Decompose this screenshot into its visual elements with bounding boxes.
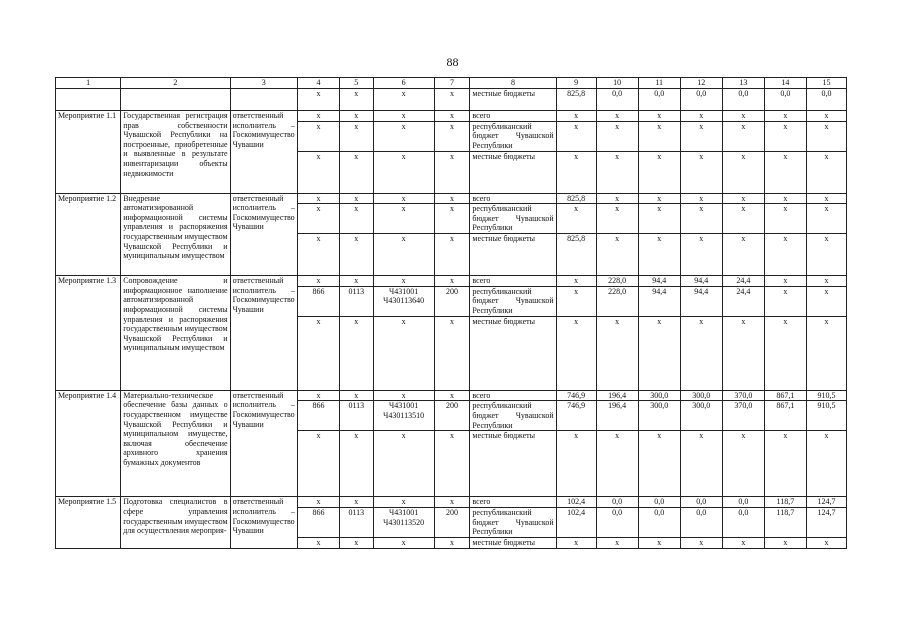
cell: x — [556, 431, 596, 497]
cell: x — [339, 193, 373, 204]
cell: 746,9 — [556, 390, 596, 401]
table-row — [56, 89, 847, 111]
cell: 118,7 — [764, 507, 806, 537]
cell: 0,0 — [638, 497, 680, 508]
cell: x — [722, 151, 764, 193]
cell: x — [339, 316, 373, 390]
measure-name: Мероприятие 1.4 — [56, 390, 121, 497]
cell: местные бюджеты — [470, 234, 556, 276]
cell: местные бюджеты — [470, 431, 556, 497]
cell: 0113 — [339, 401, 373, 431]
cell: 0,0 — [596, 507, 638, 537]
col-header: 9 — [556, 78, 596, 89]
cell: 370,0 — [722, 401, 764, 431]
cell: всего — [470, 497, 556, 508]
cell: x — [764, 431, 806, 497]
cell: 0,0 — [638, 89, 680, 111]
cell: местные бюджеты — [470, 89, 556, 111]
cell: x — [806, 111, 846, 122]
cell: республиканский бюджет Чувашской Республики — [470, 401, 556, 431]
cell: 867,1 — [764, 401, 806, 431]
cell: всего — [470, 276, 556, 287]
cell: x — [339, 431, 373, 497]
cell: x — [373, 497, 434, 508]
cell: x — [596, 193, 638, 204]
cell: всего — [470, 193, 556, 204]
cell: x — [434, 204, 470, 234]
cell: x — [297, 204, 339, 234]
cell: 24,4 — [722, 276, 764, 287]
cell: x — [596, 111, 638, 122]
cell: 124,7 — [806, 497, 846, 508]
cell: x — [680, 316, 722, 390]
measure-name: Мероприятие 1.1 — [56, 111, 121, 194]
cell: x — [373, 537, 434, 548]
cell: x — [556, 537, 596, 548]
cell: x — [339, 537, 373, 548]
cell: x — [339, 111, 373, 122]
col-header: 14 — [764, 78, 806, 89]
cell: x — [722, 111, 764, 122]
cell: x — [556, 151, 596, 193]
cell: 94,4 — [680, 286, 722, 316]
cell: x — [373, 204, 434, 234]
cell: x — [434, 276, 470, 287]
cell: x — [556, 276, 596, 287]
cell: x — [596, 316, 638, 390]
cell: x — [806, 537, 846, 548]
cell: x — [638, 121, 680, 151]
cell: x — [297, 121, 339, 151]
measure-description: Государственная регистрация прав собственности Чувашской Республики на построенные, приобретенные и выявленные в результате инвентаризации объекты недвижимости — [121, 111, 230, 194]
cell: республиканский бюджет Чувашской Республики — [470, 121, 556, 151]
cell: x — [638, 316, 680, 390]
cell: 94,4 — [680, 276, 722, 287]
cell: x — [297, 89, 339, 111]
cell: x — [764, 286, 806, 316]
cell: 200 — [434, 286, 470, 316]
cell: 866 — [297, 507, 339, 537]
cell: 825,8 — [556, 234, 596, 276]
responsible-executor: ответственный исполнитель – Госкомимущество Чувашии — [230, 497, 297, 548]
col-header: 13 — [722, 78, 764, 89]
cell: x — [722, 316, 764, 390]
cell: x — [764, 151, 806, 193]
cell: x — [806, 431, 846, 497]
cell: x — [373, 121, 434, 151]
cell: 0,0 — [596, 497, 638, 508]
col-header: 5 — [339, 78, 373, 89]
cell: x — [373, 193, 434, 204]
cell: x — [434, 151, 470, 193]
col-header: 8 — [470, 78, 556, 89]
cell: 866 — [297, 286, 339, 316]
cell: x — [339, 151, 373, 193]
cell: x — [638, 234, 680, 276]
cell: x — [434, 316, 470, 390]
cell: x — [638, 431, 680, 497]
responsible-executor: ответственный исполнитель – Госкомимущество Чувашии — [230, 193, 297, 276]
cell: x — [722, 537, 764, 548]
cell: 102,4 — [556, 497, 596, 508]
cell: 196,4 — [596, 401, 638, 431]
cell: x — [434, 537, 470, 548]
cell: x — [806, 316, 846, 390]
cell: x — [806, 204, 846, 234]
measure-description: Подготовка специалистов в сфере управления государственным имуществом для осуществления мероприя- — [121, 497, 230, 548]
cell: x — [434, 390, 470, 401]
cell: x — [638, 111, 680, 122]
responsible-executor: ответственный исполнитель – Госкомимущество Чувашии — [230, 276, 297, 391]
cell: 102,4 — [556, 507, 596, 537]
cell: x — [373, 234, 434, 276]
cell: x — [339, 234, 373, 276]
cell: x — [596, 121, 638, 151]
cell: 200 — [434, 507, 470, 537]
cell: республиканский бюджет Чувашской Республики — [470, 204, 556, 234]
page-number: 88 — [446, 55, 459, 69]
cell: x — [764, 316, 806, 390]
cell — [230, 89, 297, 111]
responsible-executor: ответственный исполнитель – Госкомимущество Чувашии — [230, 111, 297, 194]
cell: x — [806, 121, 846, 151]
cell: 196,4 — [596, 390, 638, 401]
responsible-executor: ответственный исполнитель – Госкомимущество Чувашии — [230, 390, 297, 497]
cell: x — [339, 121, 373, 151]
cell: x — [339, 390, 373, 401]
cell: x — [764, 234, 806, 276]
cell: x — [434, 431, 470, 497]
table-row — [56, 390, 847, 401]
cell: 300,0 — [638, 390, 680, 401]
cell: x — [764, 276, 806, 287]
cell: 867,1 — [764, 390, 806, 401]
measure-name: Мероприятие 1.3 — [56, 276, 121, 391]
program-financing-table — [55, 77, 847, 549]
cell: 118,7 — [764, 497, 806, 508]
cell: x — [297, 276, 339, 287]
cell: x — [297, 390, 339, 401]
cell: 124,7 — [806, 507, 846, 537]
cell: x — [596, 204, 638, 234]
cell: местные бюджеты — [470, 537, 556, 548]
cell: x — [297, 151, 339, 193]
cell: x — [764, 537, 806, 548]
cell: x — [434, 497, 470, 508]
cell: x — [638, 204, 680, 234]
cell: 228,0 — [596, 276, 638, 287]
cell: 24,4 — [722, 286, 764, 316]
cell: x — [373, 111, 434, 122]
cell: x — [638, 193, 680, 204]
cell: x — [434, 234, 470, 276]
cell: x — [764, 111, 806, 122]
cell: 370,0 — [722, 390, 764, 401]
cell: x — [680, 151, 722, 193]
cell: x — [722, 193, 764, 204]
cell: x — [297, 431, 339, 497]
cell: 300,0 — [680, 390, 722, 401]
cell: x — [339, 497, 373, 508]
cell: x — [434, 193, 470, 204]
cell: x — [556, 111, 596, 122]
cell: Ч431001 Ч430113640 — [373, 286, 434, 316]
cell: x — [680, 121, 722, 151]
cell: x — [434, 89, 470, 111]
column-header-row — [56, 78, 847, 89]
col-header: 7 — [434, 78, 470, 89]
cell: 300,0 — [638, 401, 680, 431]
cell: x — [680, 193, 722, 204]
table-row — [56, 111, 847, 122]
cell: x — [434, 111, 470, 122]
cell: 910,5 — [806, 401, 846, 431]
cell: x — [556, 316, 596, 390]
cell: республиканский бюджет Чувашской Республики — [470, 507, 556, 537]
table-row — [56, 497, 847, 508]
cell: 0,0 — [722, 89, 764, 111]
cell: x — [339, 89, 373, 111]
cell: x — [434, 121, 470, 151]
cell: x — [680, 111, 722, 122]
col-header: 11 — [638, 78, 680, 89]
cell: x — [339, 204, 373, 234]
col-header: 15 — [806, 78, 846, 89]
cell: местные бюджеты — [470, 316, 556, 390]
col-header: 3 — [230, 78, 297, 89]
cell: 228,0 — [596, 286, 638, 316]
cell: x — [680, 537, 722, 548]
col-header: 4 — [297, 78, 339, 89]
cell: 300,0 — [680, 401, 722, 431]
cell: x — [680, 431, 722, 497]
cell: 0,0 — [764, 89, 806, 111]
cell: 94,4 — [638, 286, 680, 316]
cell: x — [764, 193, 806, 204]
cell: x — [339, 276, 373, 287]
cell: x — [596, 431, 638, 497]
cell: x — [806, 276, 846, 287]
table-row — [56, 276, 847, 287]
cell: x — [764, 121, 806, 151]
cell: 746,9 — [556, 401, 596, 431]
cell: 94,4 — [638, 276, 680, 287]
col-header: 10 — [596, 78, 638, 89]
cell: x — [722, 431, 764, 497]
cell: 0,0 — [680, 89, 722, 111]
col-header: 1 — [56, 78, 121, 89]
cell: 825,8 — [556, 193, 596, 204]
cell: 0,0 — [722, 497, 764, 508]
cell: 910,5 — [806, 390, 846, 401]
cell: x — [373, 89, 434, 111]
cell: x — [373, 431, 434, 497]
col-header: 6 — [373, 78, 434, 89]
cell: x — [556, 121, 596, 151]
col-header: 2 — [121, 78, 230, 89]
cell: x — [764, 204, 806, 234]
cell: 0,0 — [806, 89, 846, 111]
cell: x — [806, 286, 846, 316]
measure-description: Сопровождение и информационное наполнение автоматизированной информационной системы управления и распоряжения государственным имуществом Чувашской Республики и муниципальным имуществом — [121, 276, 230, 391]
cell: x — [297, 193, 339, 204]
cell: x — [638, 151, 680, 193]
cell: x — [722, 204, 764, 234]
cell: местные бюджеты — [470, 151, 556, 193]
cell: x — [373, 151, 434, 193]
measure-description: Внедрение автоматизированной информационной системы управления и распоряжения государственным имуществом Чувашской Республики и муниципальным имуществом — [121, 193, 230, 276]
cell: 866 — [297, 401, 339, 431]
cell: Ч431001 Ч430113520 — [373, 507, 434, 537]
cell: 0,0 — [680, 507, 722, 537]
cell: x — [373, 316, 434, 390]
cell: 0,0 — [638, 507, 680, 537]
cell: x — [373, 390, 434, 401]
cell: x — [680, 234, 722, 276]
cell: x — [638, 537, 680, 548]
col-header: 12 — [680, 78, 722, 89]
cell: x — [297, 497, 339, 508]
cell: x — [806, 193, 846, 204]
measure-name: Мероприятие 1.2 — [56, 193, 121, 276]
cell — [56, 89, 121, 111]
cell: x — [373, 276, 434, 287]
cell: x — [680, 204, 722, 234]
cell: x — [596, 234, 638, 276]
cell: 0,0 — [722, 507, 764, 537]
cell: x — [596, 537, 638, 548]
cell: x — [297, 537, 339, 548]
table-row — [56, 193, 847, 204]
cell: всего — [470, 390, 556, 401]
cell: республиканский бюджет Чувашской Республики — [470, 286, 556, 316]
cell: 0,0 — [596, 89, 638, 111]
cell: x — [722, 234, 764, 276]
cell: 0,0 — [680, 497, 722, 508]
cell: x — [806, 234, 846, 276]
cell: x — [297, 234, 339, 276]
cell: 200 — [434, 401, 470, 431]
cell: всего — [470, 111, 556, 122]
measure-name: Мероприятие 1.5 — [56, 497, 121, 548]
cell: x — [806, 151, 846, 193]
cell: x — [556, 286, 596, 316]
cell: x — [722, 121, 764, 151]
cell: x — [556, 204, 596, 234]
cell — [121, 89, 230, 111]
cell: 0113 — [339, 286, 373, 316]
cell: x — [297, 111, 339, 122]
cell: x — [297, 316, 339, 390]
cell: x — [596, 151, 638, 193]
cell: 0113 — [339, 507, 373, 537]
measure-description: Материально-техническое обеспечение базы данных о государственном имуществе Чувашской Республики и муниципальном имуществе, включая обеспечение архивного хранения бумажных документов — [121, 390, 230, 497]
cell: 825,8 — [556, 89, 596, 111]
cell: Ч431001 Ч430113510 — [373, 401, 434, 431]
